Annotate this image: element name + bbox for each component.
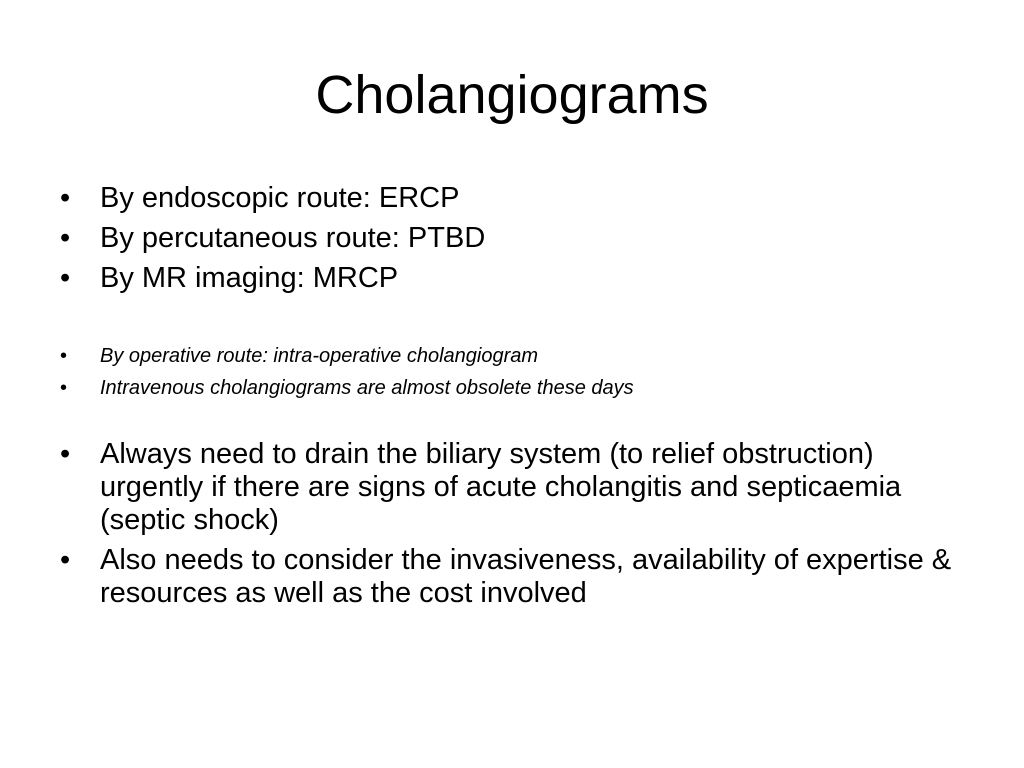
list-item (60, 438, 960, 537)
list-item-text: Intravenous cholangiograms are almost obsolete these days (100, 377, 634, 399)
list-item-text: By endoscopic route: ERCP (100, 182, 460, 214)
bullet-list-notes (60, 438, 960, 617)
list-item (60, 544, 960, 610)
bullet-list-routes (60, 178, 960, 298)
list-item (60, 258, 960, 298)
list-item (60, 340, 960, 372)
list-item-text: By MR imaging: MRCP (100, 262, 399, 294)
bullet-icon: • (60, 438, 71, 470)
bullet-icon: • (60, 377, 68, 399)
bullet-icon: • (60, 544, 71, 576)
bullet-icon: • (60, 262, 71, 294)
list-item-text: Also needs to consider the invasiveness, availability of expertise & resources as well as the cost involved (100, 544, 952, 609)
list-item (60, 372, 960, 404)
bullet-icon: • (60, 182, 71, 214)
list-item (60, 218, 960, 258)
bullet-icon: • (60, 222, 71, 254)
list-item-text: By percutaneous route: PTBD (100, 222, 486, 254)
bullet-list-other-routes (60, 340, 960, 404)
list-item-text: Always need to drain the biliary system (to relief obstruction) urgently if there are signs of acute cholangitis and septicaemia (septic shock) (100, 438, 902, 536)
list-item-text: By operative route: intra-operative cholangiogram (100, 345, 539, 367)
list-item (60, 178, 960, 218)
slide-title: Cholangiograms (315, 65, 709, 125)
bullet-icon: • (60, 345, 68, 367)
